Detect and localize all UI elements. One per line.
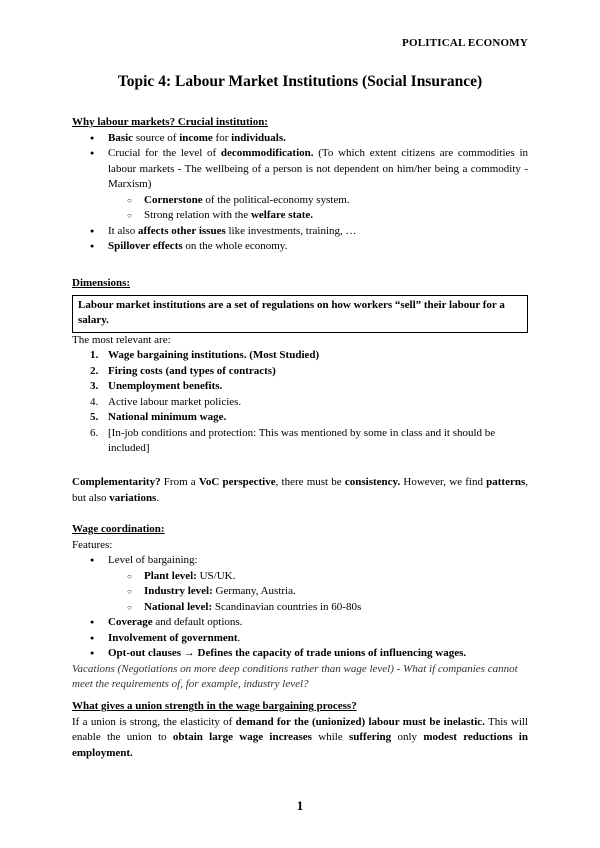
list-item: ● Opt-out clauses → Defines the capacity of trade unions of influencing wages. [72,646,528,662]
union-paragraph: If a union is strong, the elasticity of demand for the (unionized) labour must be inelastic. This will enable the union to obtain large wage increases while suffering only modest reductions in employment. [72,715,528,759]
list-item: 4. Active labour market policies. [90,395,242,408]
running-header: POLITICAL ECONOMY [402,37,528,49]
list-item [72,193,528,224]
list-item: ● Level of bargaining: [72,553,528,569]
list-item: ● It also affects other issues like investments, training, … [72,224,528,240]
dimensions-list [72,348,528,457]
complementarity-paragraph: Complementarity? From a VoC perspective, there must be consistency. However, we find patterns, but also variations. [72,476,528,504]
sub-list-item: ○ Industry level: Germany, Austria. [72,584,528,600]
page-number: 1 [296,798,304,813]
sub-list-item: ○ National level: Scandinavian countries in 60-80s [72,600,528,616]
features-list [72,553,528,662]
list-item: ● Coverage and default options. [72,615,528,631]
sub-list-item: ○ Plant level: US/UK. [72,569,528,585]
features-label: Features: [72,538,113,551]
vacations-note: Vacations (Negotiations on more deep conditions rather than wage level) - What if companies cannot meet the requirements of, for example, industry level? [72,662,518,690]
list-item: ● Basic source of income for individuals. [72,131,528,147]
page-title: Topic 4: Labour Market Institutions (Social Insurance) [117,73,483,90]
dimensions-intro: The most relevant are: [72,333,171,346]
list-item: 5. National minimum wage. [90,411,227,423]
list-item: 2. Firing costs (and types of contracts) [90,364,276,377]
sub-list-item: ○ Cornerstone of the political-economy system. [72,193,528,209]
dimensions-heading: Dimensions: [72,277,131,289]
list-item: ● Crucial for the level of decommodification. (To which extent citizens are commodities in labour markets - The wellbeing of a person is not dependent on him/her being a commodity - Marxism) [72,146,528,193]
list-item: 1. Wage bargaining institutions. (Most Studied) [90,349,320,361]
union-section [72,699,528,761]
list-item: 6. [In-job conditions and protection: This was mentioned by some in class and it should be included] [90,426,496,454]
why-list [72,131,528,255]
why-heading: Why labour markets? Crucial institution: [72,116,268,128]
dimensions-section [72,276,528,457]
sub-list-item: ○ Strong relation with the welfare state. [72,208,528,224]
wage-section [72,522,528,693]
why-section [72,115,528,255]
list-item: 3. Unemployment benefits. [90,380,223,392]
definition-box: Labour market institutions are a set of regulations on how workers “sell” their labour for a salary. [72,295,528,333]
list-item: ● Spillover effects on the whole economy. [72,239,528,255]
list-item [72,569,528,616]
wage-heading: Wage coordination: [72,523,165,535]
list-item: ● Involvement of government. [72,631,528,647]
union-heading: What gives a union strength in the wage bargaining process? [72,700,357,712]
